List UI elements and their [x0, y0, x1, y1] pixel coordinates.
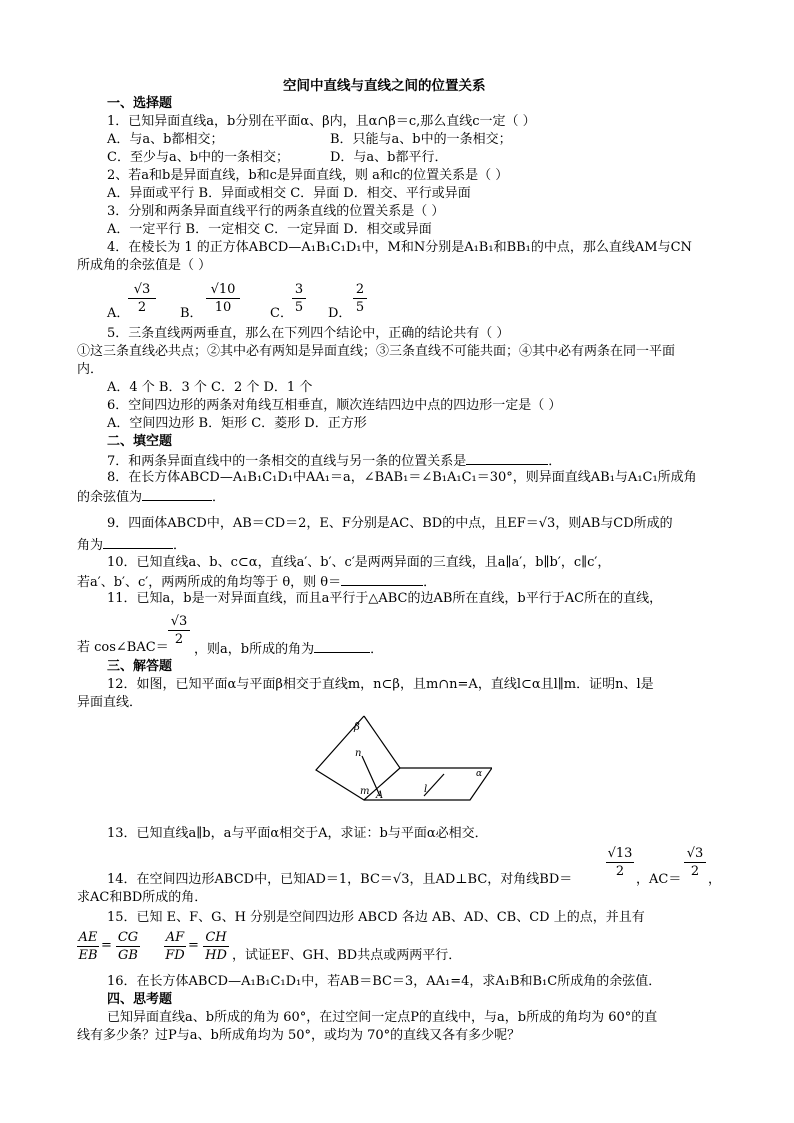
- q15-gb: GB: [118, 948, 138, 963]
- question-12: 12．如图，已知平面α与平面β相交于直线m，n⊂β，且m∩n=A，直线l⊂α且l∥m．证明n、l是: [107, 677, 654, 692]
- q15-fraction-af-fd: [164, 930, 186, 963]
- q15-equals-1: =: [101, 938, 112, 953]
- question-12-cont: 异面直线．: [77, 695, 143, 710]
- q5-options: A．4 个 B．3 个 C．2 个 D．1 个: [107, 380, 313, 395]
- q1-option-c: C．至少与a、b中的一条相交；: [107, 150, 290, 165]
- question-13: 13．已知直线a∥b，a与平面α相交于A，求证：b与平面α必相交．: [107, 826, 488, 841]
- question-5-statements: ①这三条直线必共点；②其中必有两知是异面直线；③三条直线不可能共面；④其中必有两条在同一平面: [77, 344, 676, 359]
- q4-fraction-c: [292, 282, 306, 315]
- question-11-tail: ，则a，b所成的角为 ．: [194, 642, 384, 657]
- q4a-denominator: 2: [137, 300, 147, 315]
- question-3: 3．分别和两条异面直线平行的两条直线的位置关系是（ ）: [107, 204, 445, 219]
- q4d-numerator: 2: [355, 282, 365, 297]
- q1-option-b: B．只能与a、b中的一条相交；: [330, 132, 512, 147]
- intersecting-planes-figure: [308, 712, 492, 812]
- q11-fraction: [168, 614, 190, 647]
- page-title: 空间中直线与直线之间的位置关系: [283, 78, 486, 94]
- question-9-text: 9．四面体ABCD中，AB＝CD＝2，E、F分别是AC、BD的中点，且EF＝: [107, 516, 539, 531]
- q15-fd: FD: [165, 948, 185, 963]
- question-10-text: 若a′、b′、c′，两两所成的角均等于 θ，则 θ＝: [77, 575, 342, 590]
- q11-denominator: 2: [174, 632, 184, 647]
- q4b-numerator: √10: [210, 282, 236, 297]
- section-heading-think: 四、思考题: [107, 992, 173, 1007]
- q4-fraction-d: [353, 282, 367, 315]
- q15-equals-2: =: [188, 938, 199, 953]
- question-15: 15．已知 E、F、G、H 分别是空间四边形 ABCD 各边 AB、AD、CB、CD 上的点，并且有: [107, 910, 645, 925]
- question-10-cont: 若a′、b′、c′，两两所成的角均等于 θ，则 θ＝ ．: [77, 575, 437, 590]
- question-9-cont: 角为 ．: [77, 538, 187, 553]
- q4d-denominator: 5: [355, 300, 365, 315]
- answer-blank-10: [341, 573, 423, 586]
- think-question-line-2: 线有多少条？过P与a、b所成角均为 50°，或均为 70°的直线又各有多少呢？: [77, 1028, 521, 1043]
- question-8-cont: 的余弦值为 ．: [77, 490, 226, 505]
- section-heading-solve: 三、解答题: [107, 659, 173, 674]
- q14-ac-numerator: √3: [686, 846, 704, 861]
- q4-option-d: D．: [328, 306, 352, 321]
- q15-cg: CG: [117, 930, 139, 945]
- q15-fraction-ch-hd: [203, 930, 229, 963]
- answer-blank-8: [142, 488, 212, 501]
- question-9: [107, 516, 673, 532]
- question-4: 4．在棱长为 1 的正方体ABCD—A₁B₁C₁D₁中，M和N分别是A₁B₁和BB₁的中点，那么直线AM与CN: [107, 240, 692, 255]
- q15-ae: AE: [78, 930, 98, 945]
- label-point-A: A: [376, 790, 384, 801]
- question-9-tail: ，则AB与CD所成的: [555, 516, 673, 531]
- answer-blank-11: [314, 640, 370, 653]
- q14-ac-denominator: 2: [690, 864, 700, 879]
- q14-bd-denominator: 2: [615, 864, 625, 879]
- q14-fraction-ac: [684, 846, 706, 879]
- q15-ch: CH: [205, 930, 227, 945]
- question-15-cont: ，试证EF、GH、BD共点或两两平行．: [232, 948, 462, 963]
- label-m: m: [360, 786, 370, 797]
- q4-fraction-b: [206, 282, 240, 315]
- question-14-text: 14．在空间四边形ABCD中，已知AD＝1，BC＝: [107, 872, 393, 887]
- question-11-cond: 若 cos∠BAC＝: [77, 640, 169, 655]
- question-4-cont: 所成角的余弦值是（ ）: [77, 258, 212, 273]
- q4c-denominator: 5: [294, 300, 304, 315]
- q4-option-a: A．: [107, 306, 130, 321]
- q4-option-c: C．: [270, 306, 293, 321]
- sqrt3-q9: √3: [538, 516, 556, 531]
- think-question-line-1: 已知异面直线a、b所成的角为 60°，在过空间一定点P的直线中，与a，b所成的角均为 60°的直: [107, 1010, 658, 1025]
- question-5: 5．三条直线两两垂直，那么在下列四个结论中，正确的结论共有（ ）: [107, 326, 510, 341]
- q6-options: A．空间四边形 B．矩形 C．菱形 D．正方形: [107, 416, 367, 431]
- q4-fraction-a: [128, 282, 156, 315]
- question-14: [107, 872, 572, 888]
- answer-blank-7: [466, 452, 548, 465]
- section-heading-fill: 二、填空题: [107, 434, 173, 449]
- question-14-cont: 求AC和BD所成的角．: [77, 890, 208, 905]
- q4a-numerator: √3: [133, 282, 151, 297]
- label-alpha: α: [476, 769, 483, 779]
- q4c-numerator: 3: [294, 282, 304, 297]
- q15-fraction-cg-gb: [116, 930, 140, 963]
- question-16: 16．在长方体ABCD—A₁B₁C₁D₁中，若AB＝BC＝3，AA₁=4，求A₁B和B₁C所成角的余弦值．: [107, 974, 662, 989]
- question-7: 7．和两条异面直线中的一条相交的直线与另一条的位置关系是 ．: [107, 454, 562, 469]
- q3-options: A．一定平行 B．一定相交 C．一定异面 D．相交或异面: [107, 222, 432, 237]
- question-14-comma: ，: [708, 872, 722, 887]
- q2-options: A．异面或平行 B．异面或相交 C．异面 D．相交、平行或异面: [107, 186, 471, 201]
- q11-numerator: √3: [170, 614, 188, 629]
- q1-option-a: A．与a、b都相交；: [107, 132, 224, 147]
- question-11: 11．已知a，b是一对异面直线，而且a平行于△ABC的边AB所在直线，b平行于AC所在的直线，: [107, 591, 663, 606]
- q15-af: AF: [165, 930, 185, 945]
- question-8: 8．在长方体ABCD—A₁B₁C₁D₁中AA₁＝a，∠BAB₁＝∠B₁A₁C₁＝30°，则异面直线AB₁与A₁C₁所成角: [107, 470, 697, 485]
- question-1: 1．已知异面直线a，b分别在平面α、β内，且α∩β＝c,那么直线c一定（ ）: [107, 114, 536, 129]
- q14-fraction-bd: [606, 846, 634, 879]
- q1-option-d: D．与a、b都平行．: [330, 150, 448, 165]
- question-9-angle: 角为: [77, 538, 104, 553]
- answer-blank-9: [103, 536, 173, 549]
- question-6: 6．空间四边形的两条对角线互相垂直，顺次连结四边中点的四边形一定是（ ）: [107, 398, 562, 413]
- label-l: l: [424, 784, 428, 795]
- section-heading-choice: 一、选择题: [107, 96, 173, 111]
- q15-hd: HD: [205, 948, 227, 963]
- label-n: n: [355, 748, 362, 759]
- q15-eb: EB: [78, 948, 98, 963]
- question-7-text: 7．和两条异面直线中的一条相交的直线与另一条的位置关系是: [107, 454, 467, 469]
- question-10: 10．已知直线a、b、c⊂α，直线a′、b′、c′是两两异面的三直线，且a∥a′，b∥b′，c∥c′，: [107, 555, 611, 570]
- question-11-text: ，则a，b所成的角为: [194, 642, 315, 657]
- question-5-cont: 内．: [77, 362, 104, 377]
- question-14-ac: ，AC＝: [636, 872, 682, 887]
- question-2: 2、若a和b是异面直线，b和c是异面直线，则 a和c的位置关系是（ ）: [107, 168, 509, 183]
- question-14-text-2: ，且AD⊥BC，对角线BD＝: [409, 872, 573, 887]
- q4b-denominator: 10: [214, 300, 232, 315]
- q15-fraction-ae-eb: [77, 930, 99, 963]
- question-8-text: 的余弦值为: [77, 490, 143, 505]
- q4-option-b: B．: [180, 306, 203, 321]
- q14-bd-numerator: √13: [607, 846, 633, 861]
- label-beta: β: [354, 722, 360, 733]
- sqrt3-q14: √3: [392, 872, 410, 887]
